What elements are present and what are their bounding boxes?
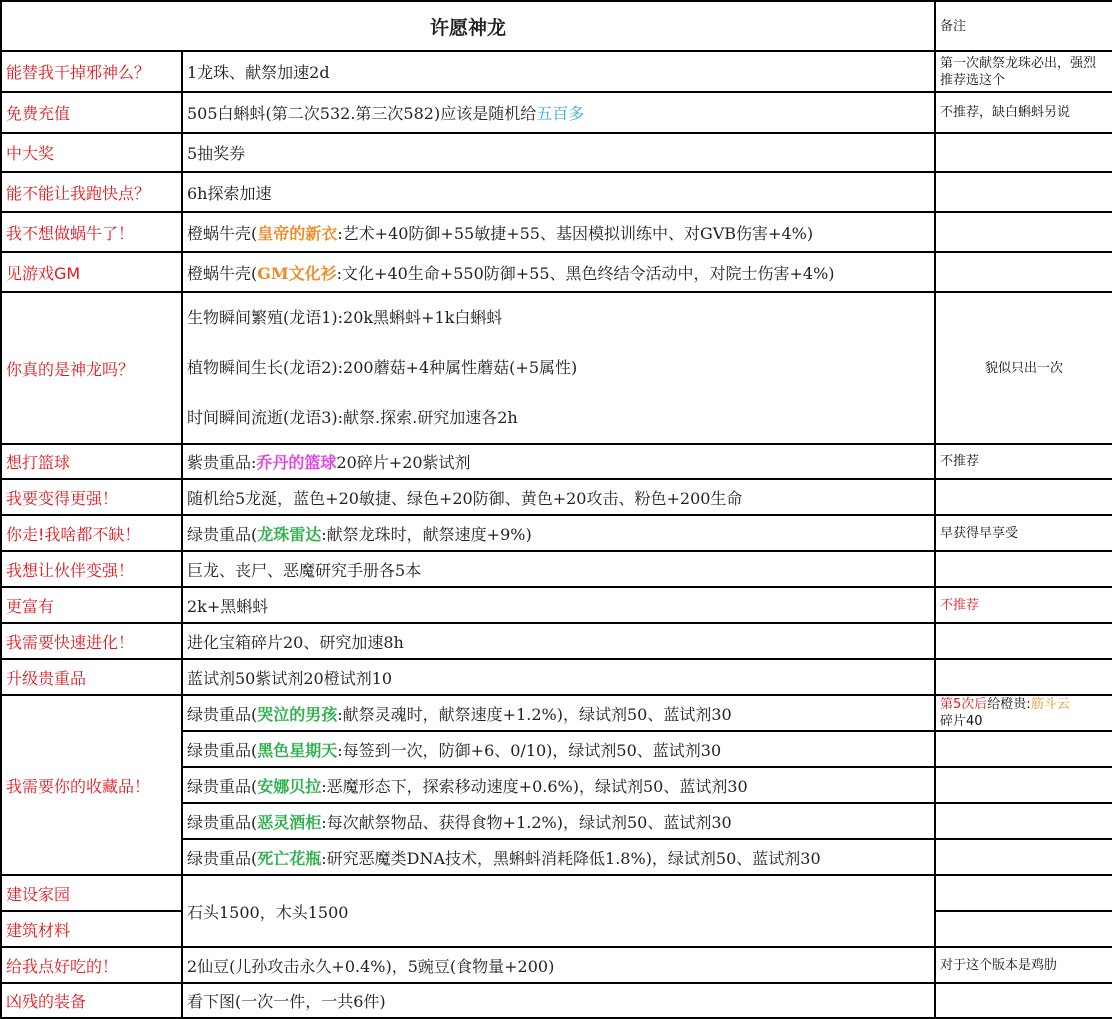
reward-cell: 石头1500，木头1500: [182, 875, 935, 947]
wish-cell: 给我点好吃的！: [1, 947, 182, 983]
reward-cell: 看下图(一次一件，一共6件): [182, 983, 935, 1018]
note-header: 备注: [935, 1, 1112, 51]
reward-text: :献祭龙珠时，献祭速度+9%): [321, 524, 532, 544]
reward-text: :每次献祭物品、获得食物+1.2%)，绿试剂50、蓝试剂30: [321, 812, 732, 832]
reward-text: :恶魔形态下，探索移动速度+0.6%)，绿试剂50、蓝试剂30: [321, 776, 748, 796]
wish-cell: 能替我干掉邪神么？: [1, 51, 182, 92]
note-cell: 不推荐: [935, 587, 1112, 623]
reward-line: 植物瞬间生长(龙语2):200蘑菇+4种属性蘑菇(+5属性): [187, 358, 578, 377]
table-row: [1, 659, 1112, 695]
reward-highlight: 龙珠雷达: [257, 524, 322, 544]
reward-cell: [182, 444, 935, 479]
reward-highlight: 乔丹的篮球: [256, 453, 337, 472]
table-row: [1, 551, 1112, 587]
note-cell: [935, 659, 1112, 695]
reward-cell: 2仙豆(儿孙攻击永久+0.4%)，5豌豆(食物量+200): [182, 947, 935, 983]
table-row: [1, 479, 1112, 515]
reward-highlight: GM文化衫: [257, 263, 337, 283]
table-row: [1, 444, 1112, 479]
table-row: [1, 252, 1112, 292]
reward-cell: [182, 839, 935, 875]
reward-line: 生物瞬间繁殖(龙语1):20k黑蝌蚪+1k白蝌蚪: [187, 308, 503, 327]
note-cell: 早获得早享受: [935, 515, 1112, 551]
building-row: [1, 875, 1112, 911]
table-row: [1, 292, 1112, 444]
reward-cell: [182, 515, 935, 551]
wish-cell: 我需要快速进化！: [1, 623, 182, 659]
reward-text: 绿贵重品(: [187, 740, 258, 760]
table-row: [1, 623, 1112, 659]
reward-text: 绿贵重品(: [187, 812, 258, 832]
reward-text: 紫贵重品:: [187, 453, 257, 472]
note-cell: [935, 133, 1112, 172]
reward-cell: [182, 92, 935, 133]
wish-cell: 中大奖: [1, 133, 182, 172]
note-cell: [935, 911, 1112, 947]
note-cell: [935, 623, 1112, 659]
note-red: 第5次后: [940, 697, 988, 712]
wish-cell: 建筑材料: [1, 911, 182, 947]
wish-cell: 我要变得更强！: [1, 479, 182, 515]
reward-cell: [182, 695, 935, 731]
reward-highlight: 五百多: [536, 104, 585, 123]
reward-cell: 1龙珠、献祭加速2d: [182, 51, 935, 92]
table-row: [1, 133, 1112, 172]
note-cell: [935, 252, 1112, 292]
wish-cell: 免费充值: [1, 92, 182, 133]
note-cell: 不推荐: [935, 444, 1112, 479]
reward-text: :研究恶魔类DNA技术，黑蝌蚪消耗降低1.8%)，绿试剂50、蓝试剂30: [321, 848, 821, 868]
wish-cell: 我需要你的收藏品！: [1, 695, 182, 875]
reward-highlight: 黑色星期天: [257, 740, 338, 760]
note-cell: [935, 695, 1112, 731]
reward-text: 绿贵重品(: [187, 704, 258, 724]
reward-cell: 巨龙、丧尸、恶魔研究手册各5本: [182, 551, 935, 587]
note-cell: [935, 212, 1112, 252]
note-cell: 貌似只出一次: [935, 292, 1112, 444]
note-cell: [935, 551, 1112, 587]
reward-text: 绿贵重品(: [187, 524, 258, 544]
note-text: 给橙贵:: [987, 697, 1031, 712]
table-row: [1, 51, 1112, 92]
reward-cell: [182, 803, 935, 839]
table-title: 许愿神龙: [1, 1, 935, 51]
reward-text: 橙蜗牛壳(: [187, 223, 258, 243]
reward-cell: 6h探索加速: [182, 172, 935, 212]
reward-highlight: 死亡花瓶: [257, 848, 322, 868]
table-row: [1, 212, 1112, 252]
reward-highlight: 恶灵酒柜: [257, 812, 322, 832]
table-row: [1, 983, 1112, 1018]
reward-text: 绿贵重品(: [187, 848, 258, 868]
note-cell: [935, 479, 1112, 515]
reward-highlight: 皇帝的新衣: [257, 223, 338, 243]
note-cell: [935, 172, 1112, 212]
table-row: [1, 947, 1112, 983]
reward-cell: 2k+黑蝌蚪: [182, 587, 935, 623]
reward-cell: 进化宝箱碎片20、研究加速8h: [182, 623, 935, 659]
note-cell: [935, 875, 1112, 911]
wish-cell: 凶残的装备: [1, 983, 182, 1018]
note-cell: [935, 767, 1112, 803]
reward-cell: 5抽奖券: [182, 133, 935, 172]
note-text: 碎片40: [940, 714, 983, 729]
reward-cell: 随机给5龙涎，蓝色+20敏捷、绿色+20防御、黄色+20攻击、粉色+200生命: [182, 479, 935, 515]
table-row: [1, 515, 1112, 551]
note-orange: 筋斗云: [1030, 697, 1070, 712]
note-cell: [935, 803, 1112, 839]
note-cell: [935, 983, 1112, 1018]
reward-highlight: 哭泣的男孩: [257, 704, 338, 724]
reward-cell: [182, 767, 935, 803]
reward-cell: 蓝试剂50紫试剂20橙试剂10: [182, 659, 935, 695]
wish-cell: 升级贵重品: [1, 659, 182, 695]
header-row: [1, 1, 1112, 51]
reward-text: :文化+40生命+550防御+55、黑色终结令活动中，对院士伤害+4%): [336, 263, 835, 283]
wish-cell: 你真的是神龙吗？: [1, 292, 182, 444]
table-row: [1, 172, 1112, 212]
table-row: [1, 587, 1112, 623]
table-row: [1, 92, 1112, 133]
wish-cell: 你走!我啥都不缺！: [1, 515, 182, 551]
reward-text: 505白蝌蚪(第二次532.第三次582)应该是随机给: [187, 104, 537, 123]
wish-cell: 更富有: [1, 587, 182, 623]
note-cell: 第一次献祭龙珠必出，强烈推荐选这个: [935, 51, 1112, 92]
reward-text: :艺术+40防御+55敏捷+55、基因模拟训练中、对GVB伤害+4%): [337, 223, 814, 243]
wish-cell: 想打篮球: [1, 444, 182, 479]
reward-highlight: 安娜贝拉: [257, 776, 322, 796]
wish-cell: 见游戏GM: [1, 252, 182, 292]
reward-line: 时间瞬间流逝(龙语3):献祭.探索.研究加速各2h: [187, 408, 518, 427]
reward-text: 橙蜗牛壳(: [187, 263, 258, 283]
wish-cell: 能不能让我跑快点？: [1, 172, 182, 212]
reward-cell: [182, 212, 935, 252]
reward-text: 20碎片+20紫试剂: [336, 453, 471, 472]
collection-row: [1, 695, 1112, 731]
wish-cell: 建设家园: [1, 875, 182, 911]
note-cell: [935, 839, 1112, 875]
reward-cell: [182, 252, 935, 292]
note-cell: 不推荐，缺白蝌蚪另说: [935, 92, 1112, 133]
reward-text: 绿贵重品(: [187, 776, 258, 796]
reward-text: :献祭灵魂时，献祭速度+1.2%)，绿试剂50、蓝试剂30: [337, 704, 732, 724]
note-cell: [935, 731, 1112, 767]
wish-cell: 我不想做蜗牛了！: [1, 212, 182, 252]
reward-text: :每签到一次，防御+6、0/10)，绿试剂50、蓝试剂30: [337, 740, 722, 760]
note-cell: 对于这个版本是鸡肋: [935, 947, 1112, 983]
wish-cell: 我想让伙伴变强！: [1, 551, 182, 587]
reward-cell: [182, 292, 935, 444]
reward-cell: [182, 731, 935, 767]
